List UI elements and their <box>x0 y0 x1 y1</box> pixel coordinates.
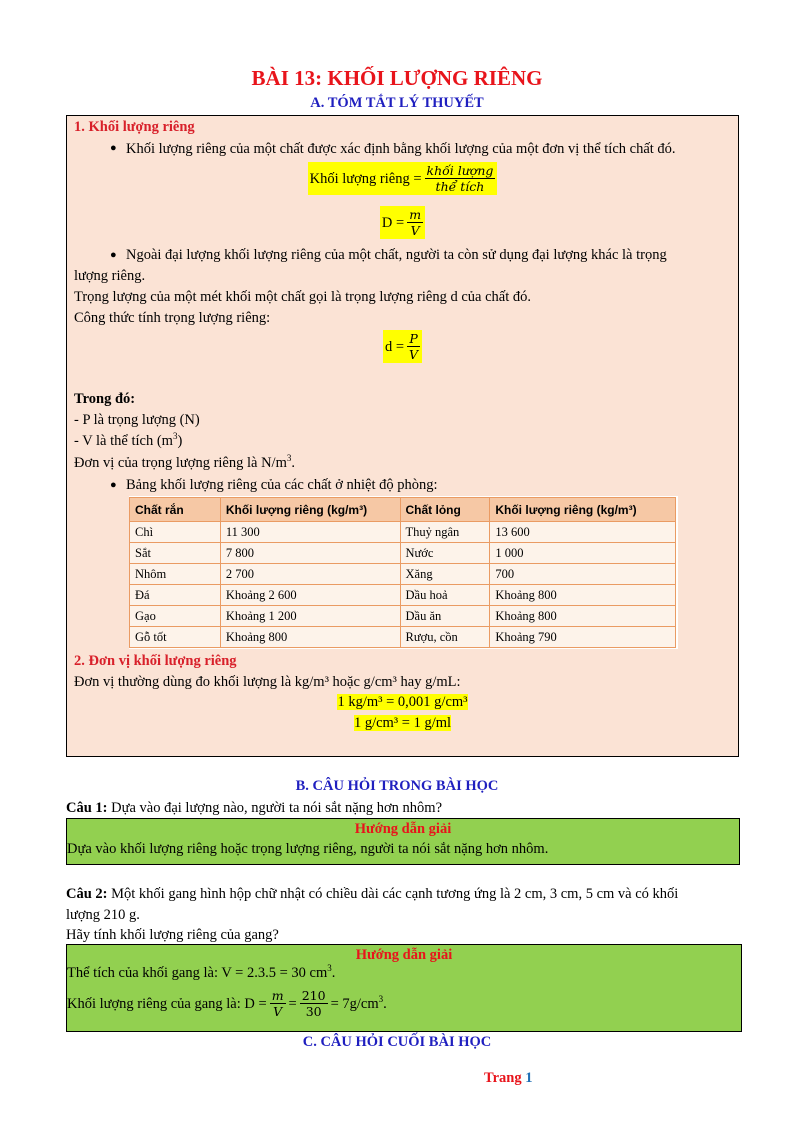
bullet-icon: ● <box>110 249 117 261</box>
density-definition: Khối lượng riêng của một chất được xác định bằng khối lượng của một đơn vị thể tích chất đó. <box>126 141 676 157</box>
specific-weight-intro: Ngoài đại lượng khối lượng riêng của một chất, người ta còn sử dụng đại lượng khác là trọng <box>126 247 667 263</box>
answer-box-2 <box>66 944 742 1032</box>
heading-density: 1. Khối lượng riêng <box>74 119 195 135</box>
table-cell: Khoảng 800 <box>490 606 676 627</box>
section-a-heading: A. TÓM TẮT LÝ THUYẾT <box>310 95 484 111</box>
table-row <box>130 606 676 627</box>
question-2-line-1: Câu 2: Một khối gang hình hộp chữ nhật có chiều dài các cạnh tương ứng là 2 cm, 3 cm, 5 cm và có khối <box>66 886 679 902</box>
answer-2-density: Khối lượng riêng của gang là: D = $\frac{m}{V}$ = $\frac{210}{30}$ = $7g/cm^3$. <box>67 988 387 1019</box>
column-header: Chất rắn <box>130 498 221 522</box>
table-cell: 2 700 <box>220 564 400 585</box>
guide-heading: Hướng dẫn giải <box>355 947 453 963</box>
bullet-icon: ● <box>110 479 117 491</box>
specific-weight-intro-cont: lượng riêng. <box>74 268 146 284</box>
specific-weight-definition: Trọng lượng của một mét khối một chất gọi là trọng lượng riêng d của chất đó. <box>74 289 531 305</box>
page-footer: Trang 1 <box>484 1070 533 1086</box>
density-table <box>129 497 676 648</box>
heading-density-units: 2. Đơn vị khối lượng riêng <box>74 653 237 669</box>
table-cell: 700 <box>490 564 676 585</box>
table-cell: Nhôm <box>130 564 221 585</box>
bullet-icon: ● <box>110 142 117 154</box>
table-cell: Khoảng 2 600 <box>220 585 400 606</box>
answer-1-text: Dựa vào khối lượng riêng hoặc trọng lượng riêng, người ta nói sắt nặng hơn nhôm. <box>67 841 549 857</box>
table-cell: Khoảng 800 <box>220 627 400 648</box>
table-header-row <box>130 498 676 522</box>
table-cell: Gạo <box>130 606 221 627</box>
table-cell: 13 600 <box>490 522 676 543</box>
table-cell: Dầu ăn <box>400 606 490 627</box>
table-cell: Dầu hoả <box>400 585 490 606</box>
table-cell: Khoảng 790 <box>490 627 676 648</box>
question-2-line-2: lượng 210 g. <box>66 907 140 923</box>
table-cell: Gỗ tốt <box>130 627 221 648</box>
question-1: Câu 1: Dựa vào đại lượng nào, người ta nói sắt nặng hơn nhôm? <box>66 800 443 816</box>
unit-conversion-1: 1 kg/m³ = 0,001 g/cm³ <box>337 694 468 710</box>
formula-density-words: Khối lượng riêng = $\frac{\text{khối lượng}}{\text{thể tích}}$ <box>67 162 738 195</box>
table-cell: Sắt <box>130 543 221 564</box>
table-cell: Khoảng 1 200 <box>220 606 400 627</box>
where-v: - V là thể tích $(m^3)$ <box>74 431 183 449</box>
table-cell: 11 300 <box>220 522 400 543</box>
density-units-text: Đơn vị thường dùng đo khối lượng là kg/m³ hoặc g/cm³ hay g/mL: <box>74 674 461 690</box>
theory-box <box>66 115 739 757</box>
table-cell: Đá <box>130 585 221 606</box>
table-cell: Thuỷ ngân <box>400 522 490 543</box>
where-p: - P là trọng lượng (N) <box>74 412 200 428</box>
section-c-heading: C. CÂU HỎI CUỐI BÀI HỌC <box>302 1034 492 1050</box>
answer-box-1 <box>66 818 740 865</box>
answer-2-volume: Thể tích của khối gang là: V = 2.3.5 = 30 $cm^3$. <box>67 963 336 981</box>
table-row <box>130 627 676 648</box>
unit-conversion-2: 1 g/cm³ = 1 g/ml <box>353 715 452 731</box>
density-table-caption: Bảng khối lượng riêng của các chất ở nhiệt độ phòng: <box>126 477 438 493</box>
specific-weight-formula-label: Công thức tính trọng lượng riêng: <box>74 310 271 326</box>
question-2-line-3: Hãy tính khối lượng riêng của gang? <box>66 927 279 943</box>
table-cell: Nước <box>400 543 490 564</box>
column-header: Chất lỏng <box>400 498 490 522</box>
specific-weight-unit: Đơn vị của trọng lượng riêng là $N/m^3$. <box>74 453 295 471</box>
table-row <box>130 564 676 585</box>
table-row <box>130 585 676 606</box>
table-cell: Khoảng 800 <box>490 585 676 606</box>
column-header: Khối lượng riêng (kg/m³) <box>220 498 400 522</box>
table-cell: Rượu, cồn <box>400 627 490 648</box>
table-cell: Xăng <box>400 564 490 585</box>
section-b-heading: B. CÂU HỎI TRONG BÀI HỌC <box>295 778 499 794</box>
where-heading: Trong đó: <box>74 391 136 407</box>
formula-specific-weight: d = $\frac{P}{V}$ <box>67 330 738 363</box>
column-header: Khối lượng riêng (kg/m³) <box>490 498 676 522</box>
table-cell: 1 000 <box>490 543 676 564</box>
table-cell: 7 800 <box>220 543 400 564</box>
formula-density-symbols: D = $\frac{m}{V}$ <box>67 206 738 239</box>
table-row <box>130 522 676 543</box>
table-cell: Chì <box>130 522 221 543</box>
page-title: BÀI 13: KHỐI LƯỢNG RIÊNG <box>251 66 543 90</box>
guide-heading: Hướng dẫn giải <box>354 821 452 837</box>
table-row <box>130 543 676 564</box>
